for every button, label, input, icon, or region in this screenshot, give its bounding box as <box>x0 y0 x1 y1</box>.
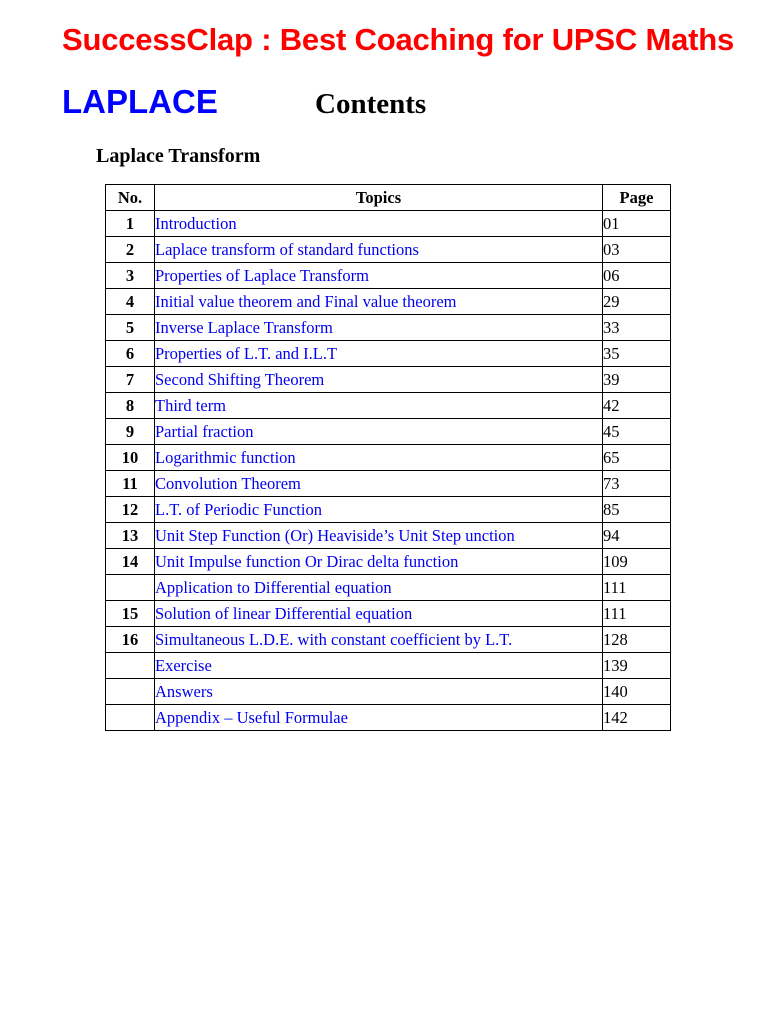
site-banner: SuccessClap : Best Coaching for UPSC Maths <box>62 22 735 57</box>
row-number: 13 <box>106 523 155 549</box>
table-header-row <box>106 185 671 211</box>
topic-link[interactable]: Second Shifting Theorem <box>155 367 603 393</box>
table-row[interactable] <box>106 367 671 393</box>
row-number: 5 <box>106 315 155 341</box>
table-row[interactable] <box>106 263 671 289</box>
table-row[interactable] <box>106 497 671 523</box>
row-number: 1 <box>106 211 155 237</box>
row-number: 8 <box>106 393 155 419</box>
row-number: 7 <box>106 367 155 393</box>
page-number: 73 <box>603 471 671 497</box>
page-number: 109 <box>603 549 671 575</box>
page-number: 03 <box>603 237 671 263</box>
table-row[interactable] <box>106 627 671 653</box>
page-number: 142 <box>603 705 671 731</box>
document-subtitle: Laplace Transform <box>96 145 261 167</box>
topic-link[interactable]: L.T. of Periodic Function <box>155 497 603 523</box>
topic-link[interactable]: Third term <box>155 393 603 419</box>
table-row[interactable] <box>106 315 671 341</box>
page-number: 01 <box>603 211 671 237</box>
topic-link[interactable]: Inverse Laplace Transform <box>155 315 603 341</box>
topic-link[interactable]: Exercise <box>155 653 603 679</box>
table-row[interactable] <box>106 601 671 627</box>
table-row[interactable] <box>106 575 671 601</box>
topic-link[interactable]: Laplace transform of standard functions <box>155 237 603 263</box>
row-number <box>106 653 155 679</box>
column-header-no: No. <box>106 185 155 211</box>
table-row[interactable] <box>106 419 671 445</box>
topic-link[interactable]: Convolution Theorem <box>155 471 603 497</box>
contents-table <box>105 184 671 731</box>
row-number: 3 <box>106 263 155 289</box>
section-name: LAPLACE <box>62 83 218 120</box>
table-row[interactable] <box>106 679 671 705</box>
page-number: 111 <box>603 601 671 627</box>
topic-link[interactable]: Unit Step Function (Or) Heaviside’s Unit Step unction <box>155 523 603 549</box>
topic-link[interactable]: Solution of linear Differential equation <box>155 601 603 627</box>
row-number: 14 <box>106 549 155 575</box>
table-row[interactable] <box>106 237 671 263</box>
topic-link[interactable]: Properties of Laplace Transform <box>155 263 603 289</box>
table-row[interactable] <box>106 289 671 315</box>
table-row[interactable] <box>106 523 671 549</box>
table-row[interactable] <box>106 653 671 679</box>
row-number: 2 <box>106 237 155 263</box>
row-number <box>106 575 155 601</box>
row-number: 15 <box>106 601 155 627</box>
row-number <box>106 679 155 705</box>
table-row[interactable] <box>106 341 671 367</box>
topic-link[interactable]: Answers <box>155 679 603 705</box>
row-number: 12 <box>106 497 155 523</box>
page-number: 06 <box>603 263 671 289</box>
row-number: 4 <box>106 289 155 315</box>
topic-link[interactable]: Partial fraction <box>155 419 603 445</box>
page-number: 35 <box>603 341 671 367</box>
topic-link[interactable]: Appendix – Useful Formulae <box>155 705 603 731</box>
topic-link[interactable]: Unit Impulse function Or Dirac delta function <box>155 549 603 575</box>
table-row[interactable] <box>106 549 671 575</box>
row-number: 6 <box>106 341 155 367</box>
page-number: 45 <box>603 419 671 445</box>
page-number: 139 <box>603 653 671 679</box>
row-number: 9 <box>106 419 155 445</box>
page-number: 85 <box>603 497 671 523</box>
row-number: 10 <box>106 445 155 471</box>
row-number: 16 <box>106 627 155 653</box>
row-number <box>106 705 155 731</box>
page-number: 42 <box>603 393 671 419</box>
page-number: 111 <box>603 575 671 601</box>
topic-link[interactable]: Introduction <box>155 211 603 237</box>
page-number: 128 <box>603 627 671 653</box>
table-row[interactable] <box>106 393 671 419</box>
table-row[interactable] <box>106 471 671 497</box>
topic-link[interactable]: Initial value theorem and Final value theorem <box>155 289 603 315</box>
page-number: 39 <box>603 367 671 393</box>
row-number: 11 <box>106 471 155 497</box>
table-row[interactable] <box>106 445 671 471</box>
page-number: 33 <box>603 315 671 341</box>
table-row[interactable] <box>106 705 671 731</box>
page-number: 65 <box>603 445 671 471</box>
page-number: 29 <box>603 289 671 315</box>
page-number: 140 <box>603 679 671 705</box>
topic-link[interactable]: Properties of L.T. and I.L.T <box>155 341 603 367</box>
column-header-page: Page <box>603 185 671 211</box>
page-title: Contents <box>315 88 427 120</box>
table-row[interactable] <box>106 211 671 237</box>
topic-link[interactable]: Application to Differential equation <box>155 575 603 601</box>
column-header-topics: Topics <box>155 185 603 211</box>
topic-link[interactable]: Simultaneous L.D.E. with constant coefficient by L.T. <box>155 627 603 653</box>
page-number: 94 <box>603 523 671 549</box>
topic-link[interactable]: Logarithmic function <box>155 445 603 471</box>
